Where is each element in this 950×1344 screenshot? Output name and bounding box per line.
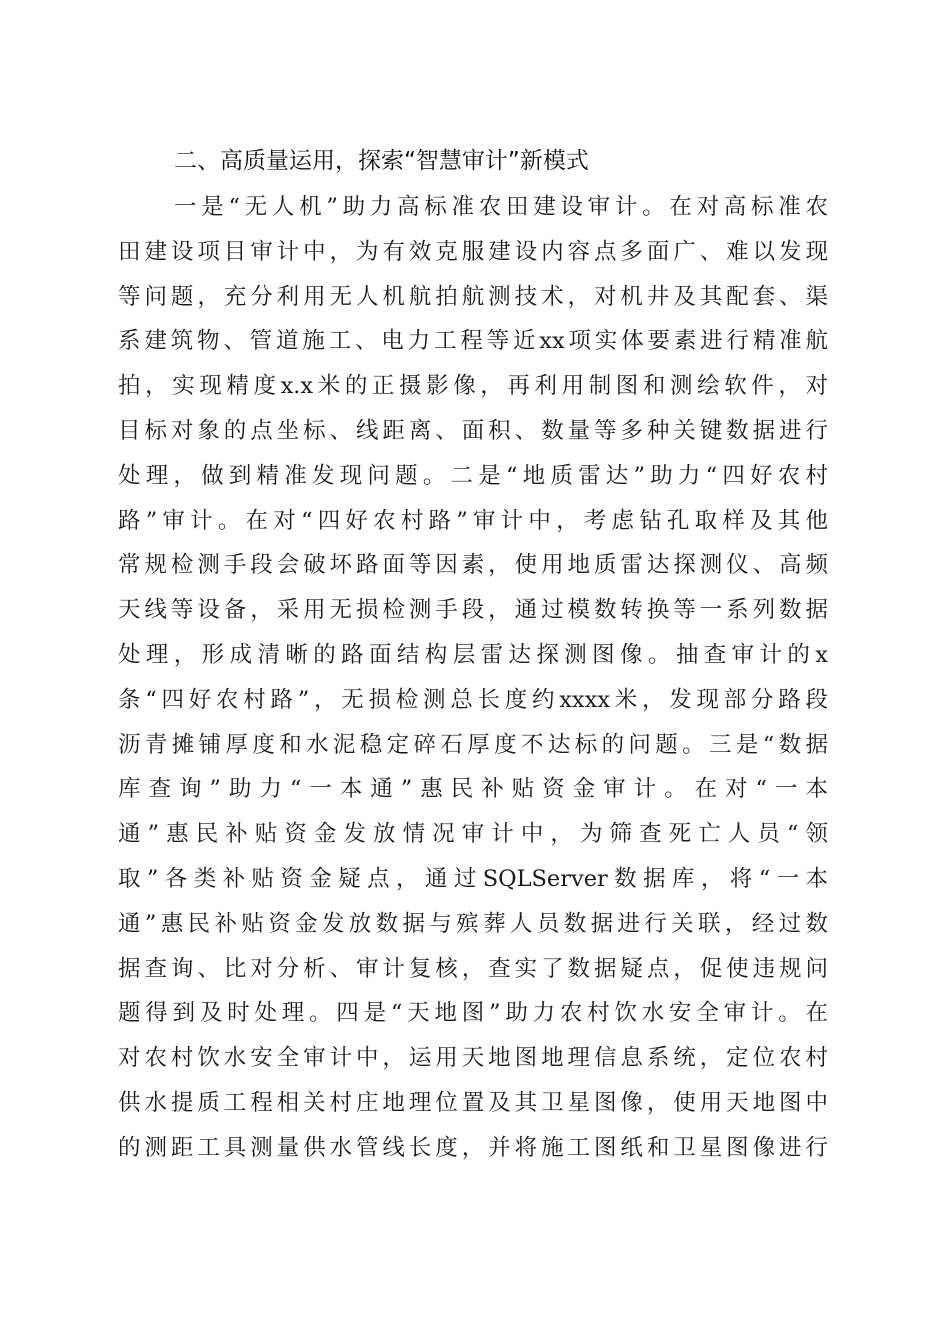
paragraph-line: 常规检测手段会破坏路面等因素，使用地质雷达探测仪、高频 [118,552,828,579]
paragraph-line: 等问题，充分利用无人机航拍航测技术，对机井及其配套、渠 [118,283,828,310]
paragraph-line: 处理，做到精准发现问题。二是“地质雷达”助力“四好农村 [118,462,828,489]
paragraph-line: 路”审计。在对“四好农村路”审计中，考虑钻孔取样及其他 [118,507,828,534]
paragraph-line: 系建筑物、管道施工、电力工程等近xx项实体要素进行精准航 [118,328,828,355]
paragraph-line: 通”惠民补贴资金发放情况审计中，为筛查死亡人员“领 [118,821,828,848]
section-heading: 二、高质量运用，探索“智慧审计”新模式 [174,148,589,174]
paragraph-line: 取”各类补贴资金疑点，通过SQLServer数据库，将“一本 [118,865,828,892]
paragraph-line: 库查询”助力“一本通”惠民补贴资金审计。在对“一本 [118,776,828,803]
paragraph-line: 目标对象的点坐标、线距离、面积、数量等多种关键数据进行 [118,417,828,444]
paragraph-line: 的测距工具测量供水管线长度，并将施工图纸和卫星图像进行 [118,1134,828,1161]
paragraph-line: 题得到及时处理。四是“天地图”助力农村饮水安全审计。在 [118,1000,828,1027]
paragraph-line: 据查询、比对分析、审计复核，查实了数据疑点，促使违规问 [118,955,828,982]
body-paragraph [118,185,828,1171]
paragraph-line: 天线等设备，采用无损检测手段，通过模数转换等一系列数据 [118,597,828,624]
paragraph-line: 通”惠民补贴资金发放数据与殡葬人员数据进行关联，经过数 [118,910,828,937]
paragraph-line: 条“四好农村路”，无损检测总长度约xxxx米，发现部分路段 [118,686,828,713]
paragraph-line: 对农村饮水安全审计中，运用天地图地理信息系统，定位农村 [118,1045,828,1072]
paragraph-line: 田建设项目审计中，为有效克服建设内容点多面广、难以发现 [118,238,828,265]
paragraph-line: 供水提质工程相关村庄地理位置及其卫星图像，使用天地图中 [118,1089,828,1116]
paragraph-line: 处理，形成清晰的路面结构层雷达探测图像。抽查审计的x [118,641,828,668]
paragraph-line: 拍，实现精度x.x米的正摄影像，再利用制图和测绘软件，对 [118,373,828,400]
paragraph-line: 沥青摊铺厚度和水泥稳定碎石厚度不达标的问题。三是“数据 [118,731,828,758]
paragraph-line: 一是“无人机”助力高标准农田建设审计。在对高标准农 [174,194,828,220]
